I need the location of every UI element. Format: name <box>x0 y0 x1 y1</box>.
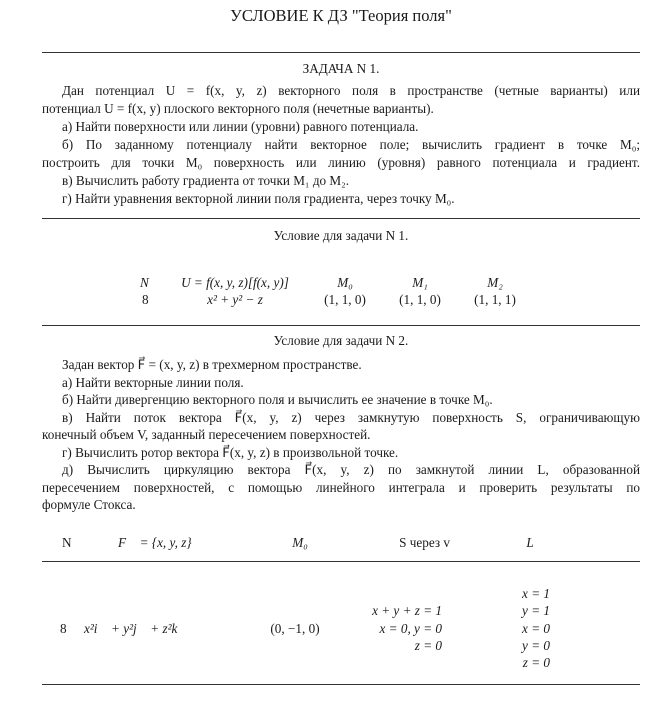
cond2-cell-l: y = 0 <box>522 638 550 653</box>
cond2-line: формуле Стокса. <box>42 497 136 512</box>
table-header-divider <box>42 561 640 562</box>
cond2-line: а) Найти векторные линии поля. <box>62 375 244 390</box>
cond1-header-n: N <box>140 275 149 290</box>
task1-line: Дан потенциал U = f(x, y, z) векторного поля в пространстве (четные варианты) или <box>62 83 640 98</box>
cond1-header-m2: M₂ <box>487 275 503 290</box>
divider <box>42 52 640 53</box>
cond2-line: Задан вектор F⃗ = (x, y, z) в трехмерном пространстве. <box>62 357 362 372</box>
cond2-line: б) Найти дивергенцию векторного поля и вычислить ее значение в точке M₀. <box>62 392 493 407</box>
cond2-cell-s: x + y + z = 1 <box>372 603 442 618</box>
divider <box>42 325 640 326</box>
cond2-cell-l: x = 0 <box>522 621 550 636</box>
task1-line: построить для точки M₀ поверхность или линию (уровня) равного потенциала и градиент. <box>42 155 640 170</box>
cond2-cell-f: x²i⃗ + y²j⃗ + z²k⃗ <box>84 621 188 636</box>
cond2-line: г) Вычислить ротор вектора F⃗(x, y, z) в произвольной точке. <box>62 445 399 460</box>
cond2-cell-s: x = 0, y = 0 <box>379 621 442 636</box>
cond2-line: конечный объем V, заданный пересечением поверхностей. <box>42 427 371 442</box>
divider <box>42 218 640 219</box>
cond1-cell-u: x² + y² − z <box>207 292 263 307</box>
cond2-heading: Условие для задачи N 2. <box>273 333 409 348</box>
cond2-header-l: L <box>526 535 534 550</box>
task1-heading: ЗАДАЧА N 1. <box>302 61 380 76</box>
task1-line: б) По заданному потенциалу найти векторное поле; вычислить градиент в точке M₀; <box>62 137 640 152</box>
task1-line: а) Найти поверхности или линии (уровни) равного потенциала. <box>62 119 419 134</box>
cond2-line: д) Вычислить циркуляцию вектора F⃗(x, y, z) по замкнутой линии L, образованной <box>62 462 640 477</box>
cond2-line: в) Найти поток вектора F⃗(x, y, z) через замкнутую поверхность S, ограничивающую <box>62 410 640 425</box>
cond2-cell-l: z = 0 <box>522 655 550 670</box>
cond1-heading: Условие для задачи N 1. <box>273 228 409 243</box>
cond2-line: пересечением поверхностей, с помощью линейного интеграла и проверить результаты по <box>42 480 640 495</box>
cond1-header-m1: M₁ <box>412 275 428 290</box>
cond1-cell-m2: (1, 1, 1) <box>474 292 516 307</box>
cond1-cell-m0: (1, 1, 0) <box>324 292 366 307</box>
cond1-header-m0: M₀ <box>337 275 353 290</box>
cond2-header-f: F⃗ = {x, y, z} <box>118 535 192 550</box>
cond2-header-s: S через v <box>399 535 450 550</box>
cond2-header-m0: M₀ <box>292 535 308 550</box>
divider <box>42 684 640 685</box>
cond2-header-n: N <box>62 535 72 550</box>
cond2-cell-m0: (0, −1, 0) <box>270 621 320 636</box>
cond1-header-u: U = f(x, y, z)[f(x, y)] <box>181 275 289 290</box>
task1-line: потенциал U = f(x, y) плоского векторного поля (нечетные варианты). <box>42 101 434 116</box>
cond2-cell-l: y = 1 <box>522 603 550 618</box>
cond2-cell-s: z = 0 <box>414 638 442 653</box>
cond1-cell-m1: (1, 1, 0) <box>399 292 441 307</box>
cond2-cell-l: x = 1 <box>522 586 550 601</box>
document-title: УСЛОВИЕ К ДЗ "Теория поля" <box>230 6 452 25</box>
cond1-cell-n: 8 <box>142 292 149 307</box>
cond2-cell-n: 8 <box>60 621 67 636</box>
task1-line: г) Найти уравнения векторной линии поля градиента, через точку M₀. <box>62 191 455 206</box>
task1-line: в) Вычислить работу градиента от точки M₁ до M₂. <box>62 173 350 188</box>
